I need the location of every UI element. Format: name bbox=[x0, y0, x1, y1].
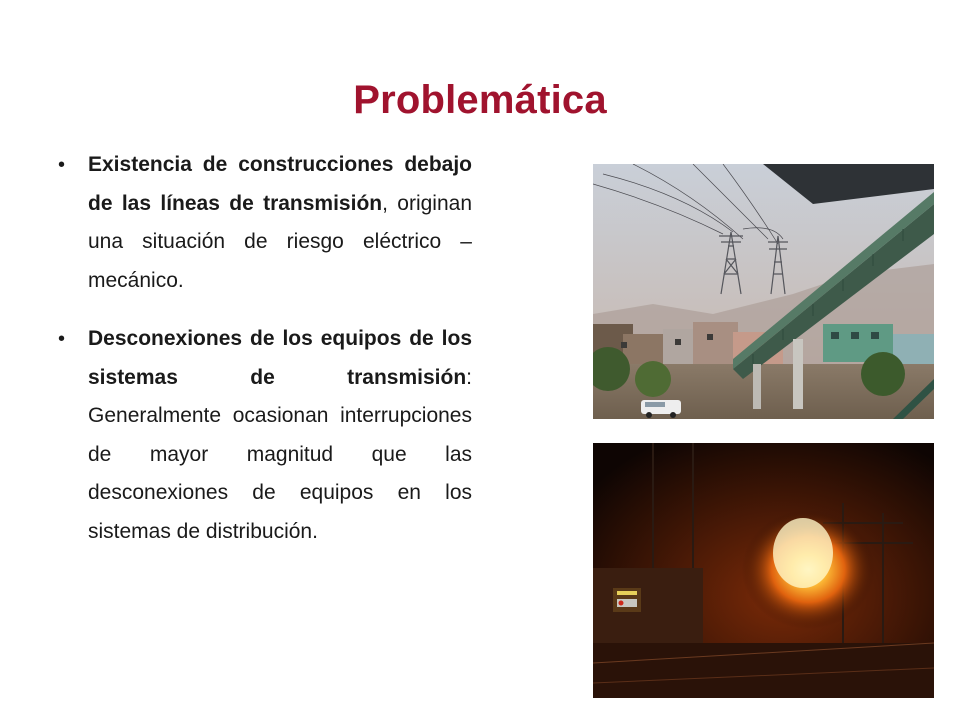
bullet-dot: • bbox=[58, 328, 66, 350]
bullet-bold-text: Desconexiones de los equipos de los sistemas de transmisión bbox=[88, 327, 472, 389]
slide-title: Problemática bbox=[353, 78, 607, 122]
bullet-bold-text: Existencia de construcciones debajo de las líneas de transmisión bbox=[88, 153, 472, 215]
photo-transmission-lines-houses bbox=[593, 164, 934, 419]
bullet-plain-text: : Generalmente ocasionan interrupciones de mayor magnitud que las desconexiones de equipos en los sistemas de distribución. bbox=[88, 365, 472, 543]
substation-fire-photo-image bbox=[593, 443, 934, 698]
bullet-plain-text: , originan una situación de riesgo eléctrico – mecánico. bbox=[88, 191, 472, 292]
bullet-text bbox=[88, 320, 472, 551]
transmission-lines-photo-image bbox=[593, 164, 934, 419]
bullet-item-construcciones bbox=[58, 146, 472, 300]
photo-substation-fire bbox=[593, 443, 934, 698]
bullet-item-desconexiones bbox=[58, 320, 472, 551]
bullet-list bbox=[58, 146, 472, 571]
bullet-dot: • bbox=[58, 154, 66, 176]
bullet-text bbox=[88, 146, 472, 300]
